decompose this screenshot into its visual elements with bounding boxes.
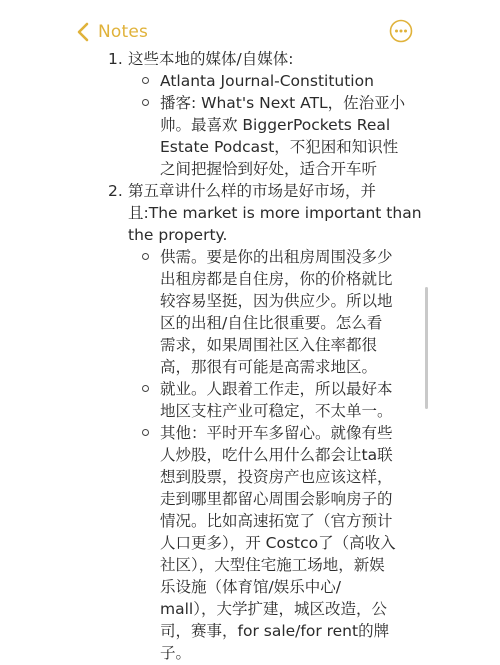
sub-item-line: 需求，如果周围社区入住率都很 (160, 336, 378, 354)
sub-item-line: 帅。最喜欢 BiggerPockets Real (160, 116, 391, 134)
list-item-text: 这些本地的媒体/自媒体: (128, 50, 294, 68)
sub-item-line: 乐设施（体育馆/娱乐中心/ (160, 578, 341, 596)
back-label: Notes (98, 22, 149, 42)
list-item-line: 且:The market is more important than (128, 204, 422, 222)
sub-item-line: 较容易坚挺，因为供应少。所以地 (160, 292, 393, 310)
vertical-scrollbar[interactable] (425, 287, 428, 409)
list-item-line: the property. (128, 226, 228, 244)
sub-item-line: 其他：平时开车多留心。就像有些 (160, 424, 393, 442)
sub-item-line: 供需。要是你的出租房周围没多少 (160, 248, 393, 266)
sub-item-line: 就业。人跟着工作走，所以最好本 (160, 380, 393, 398)
sub-item-line: 人炒股，吃什么用什么都会让ta联 (160, 446, 393, 464)
sub-item-line: 人口更多），开 Costco了（高收入 (160, 534, 396, 552)
list-item-line: 第五章讲什么样的市场是好市场，并 (128, 182, 377, 200)
sub-item-line: Atlanta Journal-Constitution (160, 72, 374, 90)
chevron-left-icon (76, 22, 90, 42)
sub-item-line: 想到股票，投资房产也应该这样， (160, 468, 393, 486)
back-button[interactable] (76, 18, 148, 46)
hollow-bullet-icon (142, 99, 149, 106)
sub-item-line: 社区），大型住宅施工场地，新娱 (160, 556, 385, 574)
hollow-bullet-icon (142, 77, 149, 84)
sub-item-line: 走到哪里都留心周围会影响房子的 (160, 490, 393, 508)
sub-item-line: 情况。比如高速拓宽了（官方预计 (160, 512, 393, 530)
sub-item-line: 播客: What's Next ATL，佐治亚小 (160, 94, 406, 112)
sub-item-line: 出租房都是自住房，你的价格就比 (160, 270, 393, 288)
sub-item-line: 区的出租/自住比很重要。怎么看 (160, 314, 383, 332)
list-number: 1. (108, 50, 123, 68)
hollow-bullet-icon (142, 429, 149, 436)
sub-item-line: 高，那很有可能是高需求地区。 (160, 358, 378, 376)
more-options-icon[interactable] (389, 19, 413, 43)
sub-item-line: mall），大学扩建，城区改造，公 (160, 600, 387, 618)
sub-item-line: Estate Podcast，不犯困和知识性 (160, 138, 399, 156)
sub-item-line: 地区支柱产业可稳定，不太单一。 (160, 402, 393, 420)
list-number: 2. (108, 182, 123, 200)
hollow-bullet-icon (142, 385, 149, 392)
hollow-bullet-icon (142, 253, 149, 260)
sub-item-line: 之间把握恰到好处，适合开车听 (160, 160, 378, 178)
sub-item-line: 司，赛事，for sale/for rent的牌 (160, 622, 390, 640)
sub-item-line: 子。 (160, 644, 192, 662)
